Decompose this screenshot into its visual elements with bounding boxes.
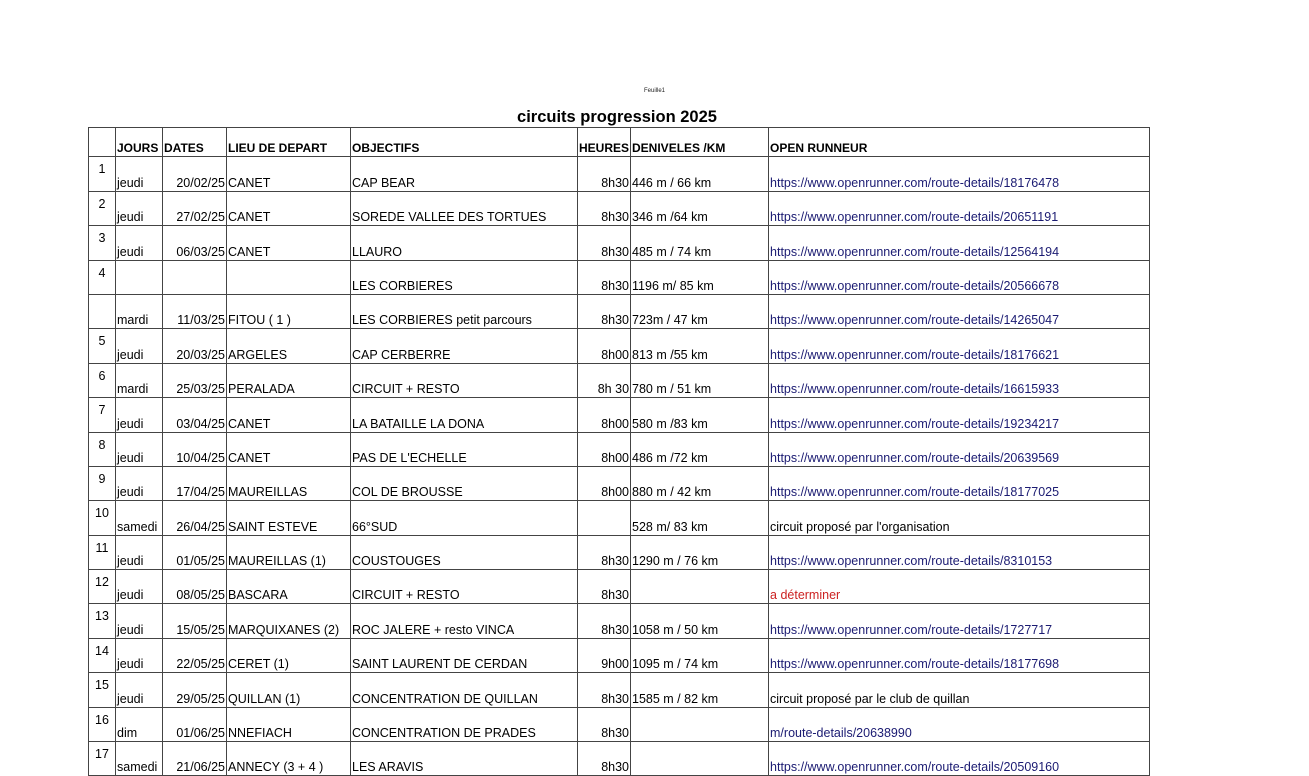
cell-jour: jeudi [116,329,163,363]
cell-heure: 8h30 [578,604,631,638]
cell-jour: jeudi [116,570,163,604]
cell-jour: jeudi [116,604,163,638]
cell-date: 08/05/25 [163,570,227,604]
cell-objectif: LES CORBIERES [351,260,578,294]
cell-open-runneur[interactable]: https://www.openrunner.com/route-details/20566678 [769,260,1150,294]
row-number: 16 [89,707,116,741]
cell-denivele: 528 m/ 83 km [631,501,769,535]
cell-date: 15/05/25 [163,604,227,638]
cell-objectif: COUSTOUGES [351,535,578,569]
cell-heure: 8h00 [578,432,631,466]
cell-open-runneur: circuit proposé par l'organisation [769,501,1150,535]
cell-jour: dim [116,707,163,741]
cell-date: 27/02/25 [163,191,227,225]
cell-objectif: ROC JALERE + resto VINCA [351,604,578,638]
table-row [89,157,1150,191]
table-row [89,432,1150,466]
cell-lieu: CANET [227,432,351,466]
cell-heure: 8h30 [578,673,631,707]
cell-date: 01/05/25 [163,535,227,569]
cell-date: 06/03/25 [163,226,227,260]
cell-lieu: MAUREILLAS [227,466,351,500]
cell-lieu: ARGELES [227,329,351,363]
table-row [89,535,1150,569]
cell-date: 20/03/25 [163,329,227,363]
cell-open-runneur[interactable]: https://www.openrunner.com/route-details/8310153 [769,535,1150,569]
cell-date: 17/04/25 [163,466,227,500]
cell-heure: 8h30 [578,260,631,294]
cell-heure [578,501,631,535]
cell-date: 26/04/25 [163,501,227,535]
row-number: 4 [89,260,116,294]
cell-date: 01/06/25 [163,707,227,741]
cell-denivele [631,742,769,776]
table-row [89,294,1150,328]
cell-jour: jeudi [116,466,163,500]
cell-lieu: SAINT ESTEVE [227,501,351,535]
cell-objectif: PAS DE L'ECHELLE [351,432,578,466]
cell-denivele: 1196 m/ 85 km [631,260,769,294]
cell-objectif: CAP CERBERRE [351,329,578,363]
table-row [89,329,1150,363]
cell-jour: jeudi [116,157,163,191]
header-jours: JOURS [116,128,163,157]
cell-open-runneur[interactable]: https://www.openrunner.com/route-details/20509160 [769,742,1150,776]
cell-lieu: CANET [227,157,351,191]
cell-lieu: CANET [227,226,351,260]
cell-open-runneur[interactable]: https://www.openrunner.com/route-details/12564194 [769,226,1150,260]
cell-date [163,260,227,294]
cell-open-runneur: circuit proposé par le club de quillan [769,673,1150,707]
cell-open-runneur[interactable]: https://www.openrunner.com/route-details/16615933 [769,363,1150,397]
table-row [89,398,1150,432]
cell-heure: 8h30 [578,226,631,260]
row-number: 1 [89,157,116,191]
cell-heure: 8h30 [578,707,631,741]
table-row [89,363,1150,397]
cell-jour: mardi [116,363,163,397]
cell-objectif: CONCENTRATION DE PRADES [351,707,578,741]
cell-date: 21/06/25 [163,742,227,776]
header-heures: HEURES [578,128,631,157]
cell-objectif: SOREDE VALLEE DES TORTUES [351,191,578,225]
cell-lieu [227,260,351,294]
row-number: 15 [89,673,116,707]
cell-jour: jeudi [116,638,163,672]
cell-objectif: CONCENTRATION DE QUILLAN [351,673,578,707]
cell-lieu: QUILLAN (1) [227,673,351,707]
page-title: circuits progression 2025 [517,108,717,126]
cell-date: 29/05/25 [163,673,227,707]
cell-lieu: CERET (1) [227,638,351,672]
row-number: 3 [89,226,116,260]
table-row [89,638,1150,672]
cell-denivele: 1585 m / 82 km [631,673,769,707]
cell-jour: jeudi [116,432,163,466]
row-number: 13 [89,604,116,638]
table-row [89,191,1150,225]
row-number: 12 [89,570,116,604]
cell-jour: jeudi [116,673,163,707]
table-row [89,742,1150,776]
table-row [89,604,1150,638]
row-number: 14 [89,638,116,672]
cell-jour: samedi [116,742,163,776]
cell-denivele: 780 m / 51 km [631,363,769,397]
cell-objectif: LES ARAVIS [351,742,578,776]
cell-lieu: CANET [227,398,351,432]
cell-denivele: 1290 m / 76 km [631,535,769,569]
table-row [89,673,1150,707]
cell-open-runneur[interactable]: https://www.openrunner.com/route-details/18176478 [769,157,1150,191]
cell-heure: 9h00 [578,638,631,672]
cell-objectif: LA BATAILLE LA DONA [351,398,578,432]
table-row [89,570,1150,604]
cell-denivele: 880 m / 42 km [631,466,769,500]
cell-denivele: 580 m /83 km [631,398,769,432]
table-row [89,260,1150,294]
cell-lieu: NNEFIACH [227,707,351,741]
cell-denivele: 723m / 47 km [631,294,769,328]
cell-heure: 8h00 [578,329,631,363]
cell-denivele: 813 m /55 km [631,329,769,363]
cell-lieu: BASCARA [227,570,351,604]
cell-open-runneur[interactable]: https://www.openrunner.com/route-details/14265047 [769,294,1150,328]
cell-heure: 8h30 [578,742,631,776]
row-number: 2 [89,191,116,225]
cell-jour: jeudi [116,191,163,225]
circuits-table [88,127,1150,776]
table-row [89,501,1150,535]
cell-heure: 8h30 [578,535,631,569]
cell-date: 03/04/25 [163,398,227,432]
row-number: 7 [89,398,116,432]
row-number: 9 [89,466,116,500]
row-number: 5 [89,329,116,363]
cell-jour: samedi [116,501,163,535]
cell-heure: 8h00 [578,466,631,500]
cell-objectif: LES CORBIERES petit parcours [351,294,578,328]
cell-date: 25/03/25 [163,363,227,397]
cell-denivele [631,570,769,604]
cell-objectif: CIRCUIT + RESTO [351,363,578,397]
cell-denivele: 486 m /72 km [631,432,769,466]
cell-open-runneur[interactable]: m/route-details/20638990 [769,707,1150,741]
cell-date: 11/03/25 [163,294,227,328]
cell-lieu: MAUREILLAS (1) [227,535,351,569]
cell-jour: jeudi [116,535,163,569]
cell-denivele: 1058 m / 50 km [631,604,769,638]
cell-lieu: ANNECY (3 + 4 ) [227,742,351,776]
cell-objectif: CAP BEAR [351,157,578,191]
cell-date: 20/02/25 [163,157,227,191]
cell-denivele: 446 m / 66 km [631,157,769,191]
cell-lieu: CANET [227,191,351,225]
cell-open-runneur[interactable]: https://www.openrunner.com/route-details/18176621 [769,329,1150,363]
cell-open-runneur: a déterminer [769,570,1150,604]
header-open-runneur: OPEN RUNNEUR [769,128,1150,157]
row-number: 6 [89,363,116,397]
cell-jour: jeudi [116,398,163,432]
header-objectifs: OBJECTIFS [351,128,578,157]
header-row [89,128,1150,157]
cell-date: 10/04/25 [163,432,227,466]
cell-jour: mardi [116,294,163,328]
cell-objectif: LLAURO [351,226,578,260]
cell-jour [116,260,163,294]
row-number [89,294,116,328]
cell-open-runneur[interactable]: https://www.openrunner.com/route-details/20651191 [769,191,1150,225]
row-number: 8 [89,432,116,466]
cell-denivele: 485 m / 74 km [631,226,769,260]
cell-open-runneur[interactable]: https://www.openrunner.com/route-details/1727717 [769,604,1150,638]
cell-heure: 8h00 [578,398,631,432]
header-dates: DATES [163,128,227,157]
cell-date: 22/05/25 [163,638,227,672]
header-deniveles: DENIVELES /KM [631,128,769,157]
sheet-label: Feuille1 [643,88,665,94]
cell-heure: 8h30 [578,191,631,225]
header-lieu: LIEU DE DEPART [227,128,351,157]
row-number: 17 [89,742,116,776]
cell-heure: 8h30 [578,157,631,191]
cell-denivele: 1095 m / 74 km [631,638,769,672]
table-row [89,707,1150,741]
cell-heure: 8h30 [578,294,631,328]
cell-denivele [631,707,769,741]
cell-open-runneur[interactable]: https://www.openrunner.com/route-details/18177698 [769,638,1150,672]
header-num [89,128,116,157]
table-row [89,466,1150,500]
cell-lieu: FITOU ( 1 ) [227,294,351,328]
cell-heure: 8h30 [578,570,631,604]
row-number: 10 [89,501,116,535]
cell-open-runneur[interactable]: https://www.openrunner.com/route-details/18177025 [769,466,1150,500]
cell-jour: jeudi [116,226,163,260]
row-number: 11 [89,535,116,569]
cell-objectif: COL DE BROUSSE [351,466,578,500]
cell-heure: 8h 30 [578,363,631,397]
table-row [89,226,1150,260]
cell-lieu: PERALADA [227,363,351,397]
cell-objectif: CIRCUIT + RESTO [351,570,578,604]
cell-objectif: 66°SUD [351,501,578,535]
cell-objectif: SAINT LAURENT DE CERDAN [351,638,578,672]
cell-open-runneur[interactable]: https://www.openrunner.com/route-details/20639569 [769,432,1150,466]
cell-open-runneur[interactable]: https://www.openrunner.com/route-details/19234217 [769,398,1150,432]
cell-lieu: MARQUIXANES (2) [227,604,351,638]
cell-denivele: 346 m /64 km [631,191,769,225]
